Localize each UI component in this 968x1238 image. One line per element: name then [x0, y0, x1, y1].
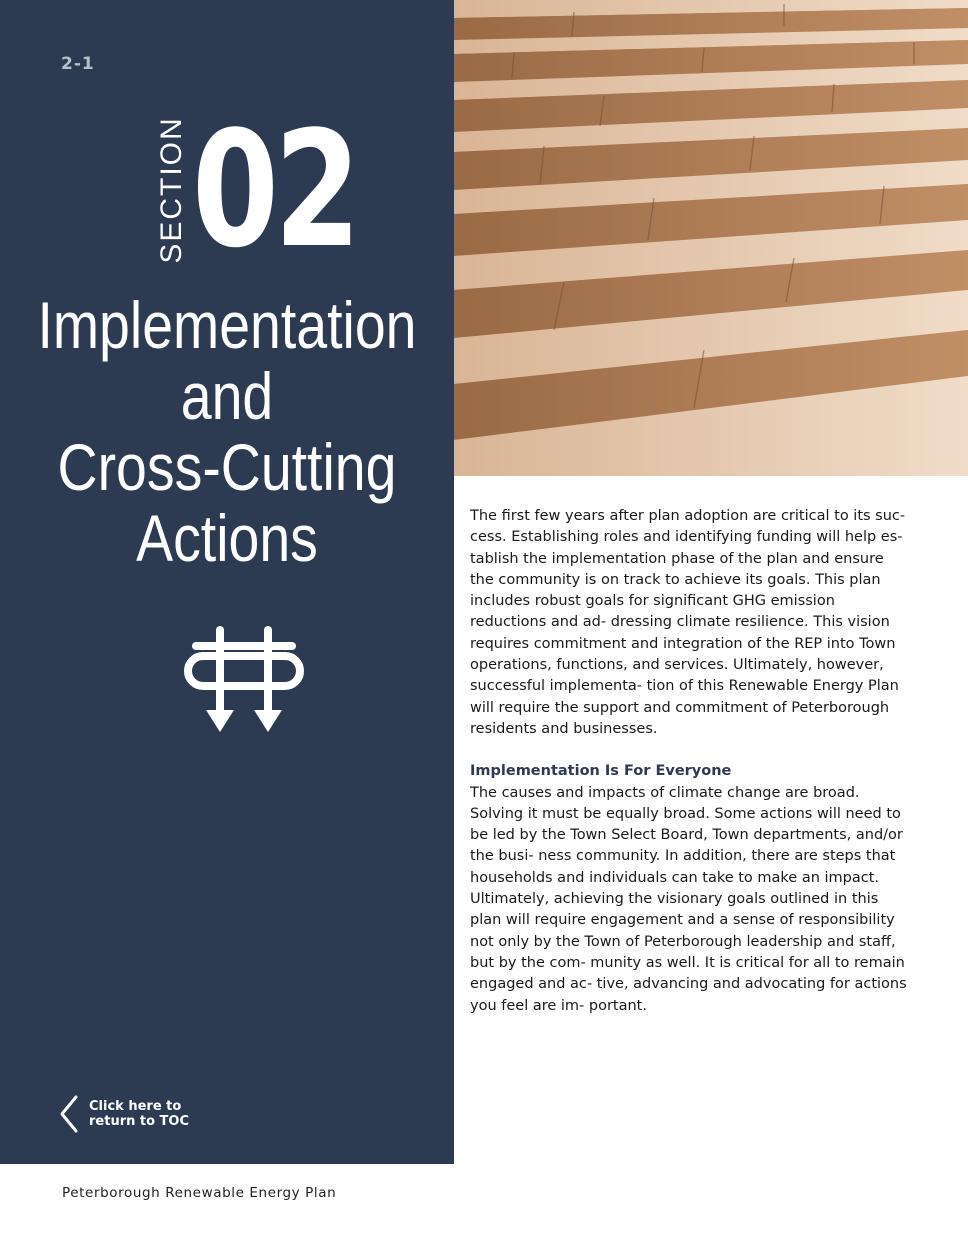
title-line: Actions	[136, 501, 318, 575]
section-label: SECTION	[155, 116, 188, 264]
section-subheading: Implementation Is For Everyone	[470, 763, 732, 780]
page-number: 2-1	[61, 54, 95, 74]
section-title	[0, 290, 454, 574]
section-number: 02	[192, 96, 357, 283]
chevron-left-icon	[58, 1094, 82, 1134]
toc-link-line: Click here to	[89, 1099, 182, 1114]
toc-link-text	[89, 1099, 189, 1129]
title-line: Implementation	[37, 288, 417, 362]
title-line: and	[180, 359, 274, 433]
title-line: Cross-Cutting	[57, 430, 397, 504]
stone-steps-photo	[454, 0, 968, 476]
body-text	[470, 506, 910, 1017]
document-footer: Peterborough Renewable Energy Plan	[62, 1185, 337, 1201]
toc-link-line: return to TOC	[89, 1114, 190, 1129]
body-paragraph: The causes and impacts of climate change are broad. Solving it must be equally broad. Some actions will need to be led by the Town Select Board, Town departments, and/or the busi- ness community. In addition, there are steps that households and individuals can take to make an impact. Ultimately, achieving the visionary goals outlined in this plan will require engagement and a sense of responsibility not only by the Town of Peterborough leadership and staff, but by the com- munity as well. It is critical for all to remain engaged and ac- tive, advancing and advocating for actions you feel are im- portant.	[470, 784, 907, 1014]
cross-cutting-actions-icon	[182, 624, 306, 736]
return-to-toc-link[interactable]	[58, 1094, 208, 1134]
section-sidebar	[0, 0, 454, 1164]
intro-paragraph: The first few years after plan adoption are critical to its suc- cess. Establishing roles and identifying funding will help es- tablish the implementation phase of the plan and ensure the community is on track to achieve its goals. This plan includes robust goals for significant GHG emission reductions and ad- dressing climate resilience. This vision requires commitment and integration of the REP into Town operations, functions, and services. Ultimately, however, successful implementa- tion of this Renewable Energy Plan will require the support and commitment of Peterborough residents and businesses.	[470, 508, 906, 737]
